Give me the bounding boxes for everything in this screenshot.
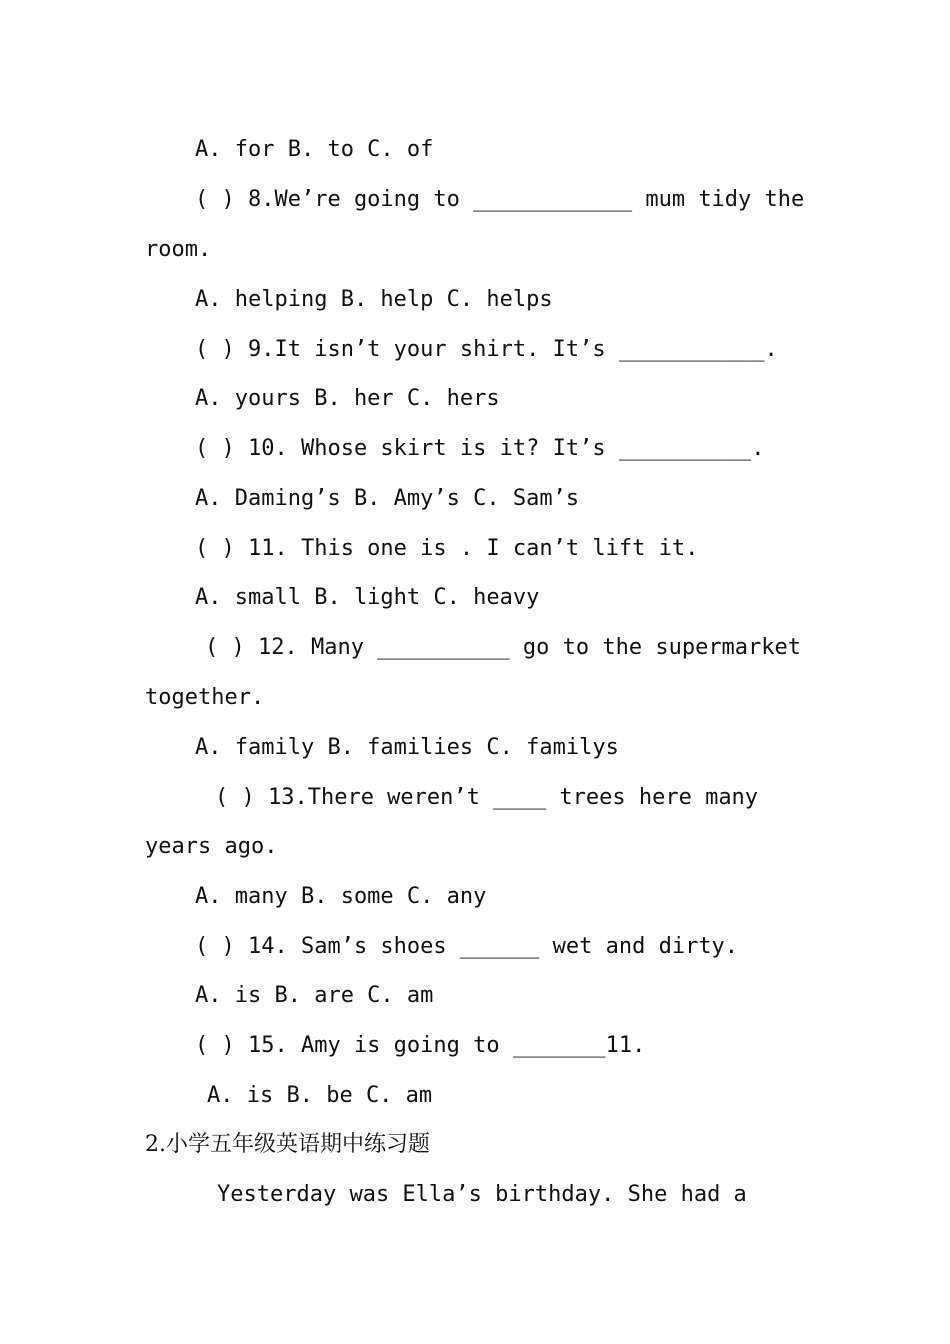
q12-question-cont: together. bbox=[145, 685, 265, 710]
q12-question: ( ) 12. Many __________ go to the supermarket bbox=[205, 635, 802, 660]
q11-question: ( ) 11. This one is . I can’t lift it. bbox=[195, 536, 699, 561]
q13-question-cont: years ago. bbox=[145, 834, 278, 859]
q10-question: ( ) 10. Whose skirt is it? It’s __________. bbox=[195, 436, 765, 461]
q15-question: ( ) 15. Amy is going to _______11. bbox=[195, 1033, 646, 1058]
q12-options: A. family B. families C. familys bbox=[195, 735, 619, 760]
q13-question: ( ) 13.There weren’t ____ trees here many bbox=[215, 785, 759, 810]
q9-question: ( ) 9.It isn’t your shirt. It’s ___________. bbox=[195, 337, 778, 362]
q14-options: A. is B. are C. am bbox=[195, 983, 434, 1008]
q10-options: A. Daming’s B. Amy’s C. Sam’s bbox=[195, 486, 580, 511]
passage-first-line: Yesterday was Ella’s birthday. She had a bbox=[217, 1182, 747, 1207]
q14-question: ( ) 14. Sam’s shoes ______ wet and dirty. bbox=[195, 934, 739, 959]
q7-options: A. for B. to C. of bbox=[195, 137, 434, 162]
section-heading: 2.小学五年级英语期中练习题 bbox=[145, 1132, 430, 1157]
q13-options: A. many B. some C. any bbox=[195, 884, 487, 909]
q11-options: A. small B. light C. heavy bbox=[195, 585, 540, 610]
q9-options: A. yours B. her C. hers bbox=[195, 386, 500, 411]
q8-options: A. helping B. help C. helps bbox=[195, 287, 553, 312]
q8-question-cont: room. bbox=[145, 237, 212, 262]
q15-options: A. is B. be C. am bbox=[207, 1083, 433, 1108]
q8-question: ( ) 8.We’re going to ____________ mum tidy the bbox=[195, 187, 805, 212]
